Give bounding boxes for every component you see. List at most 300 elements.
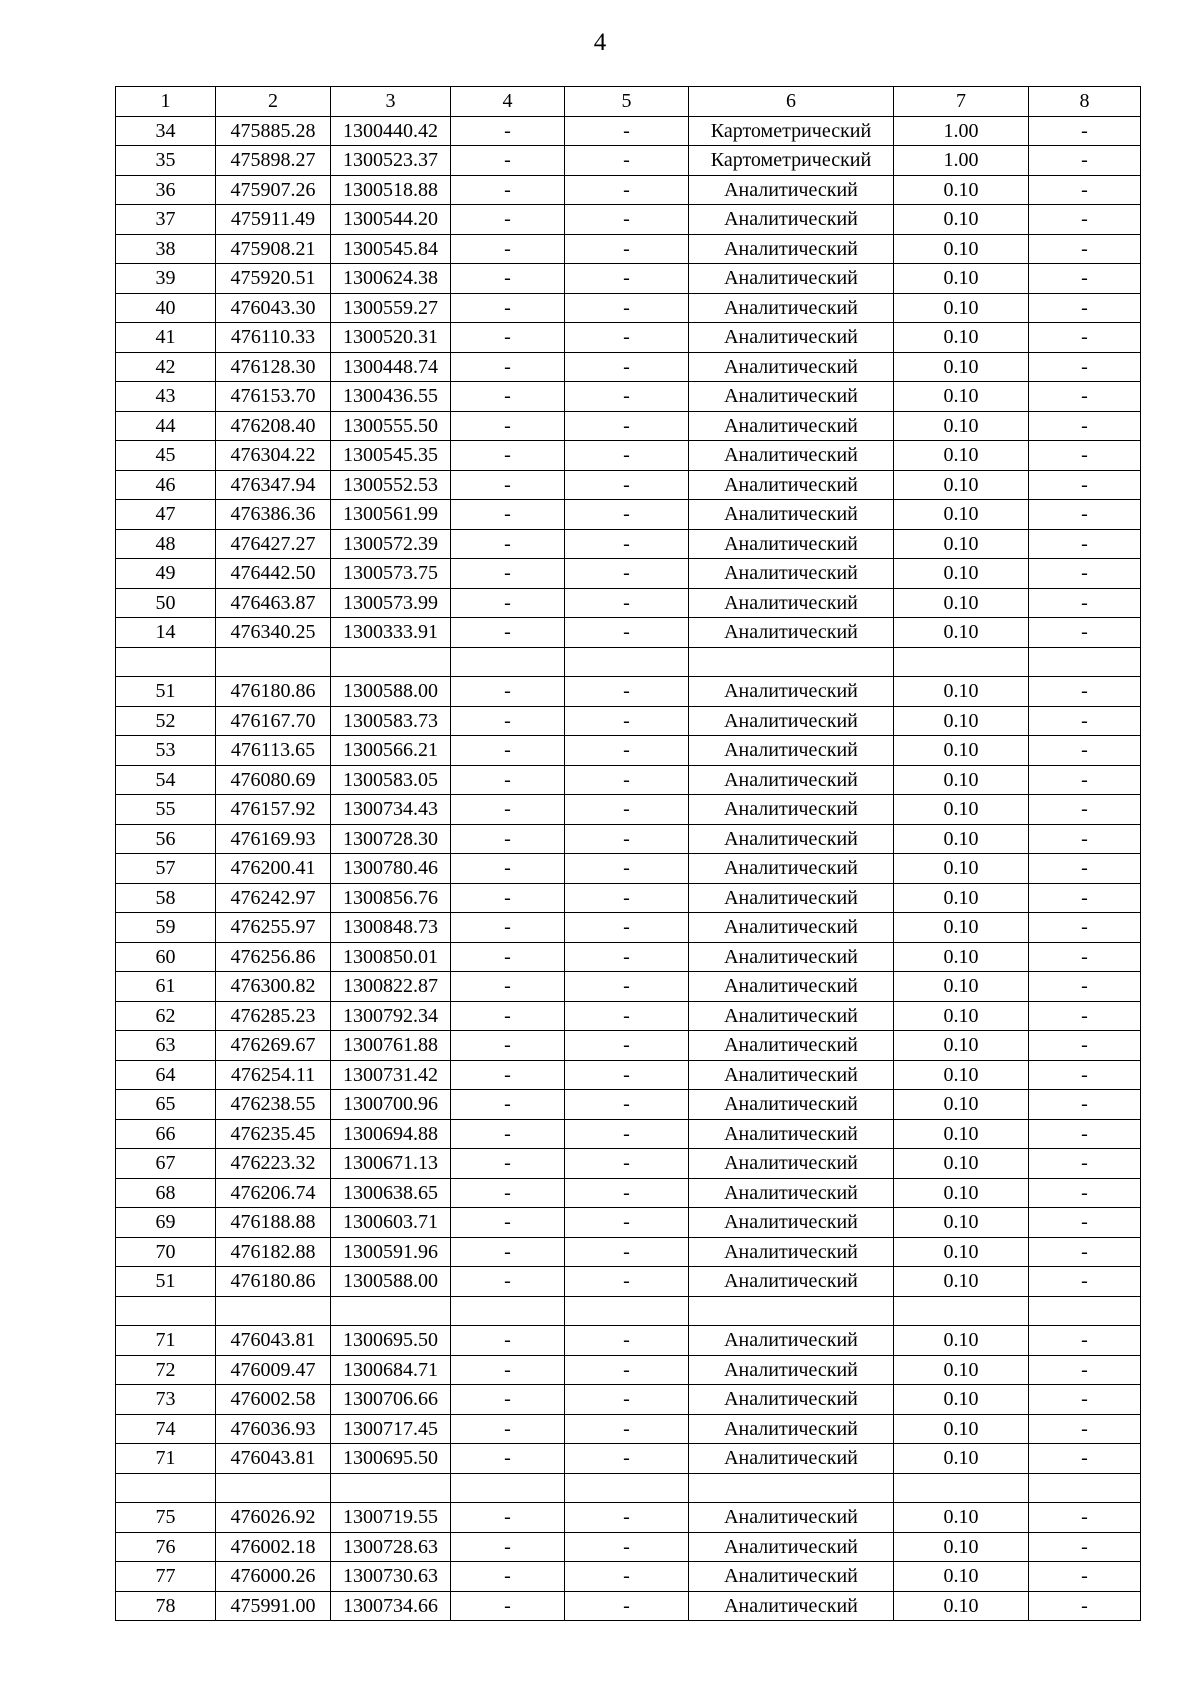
- cell-method: Аналитический: [689, 500, 894, 530]
- table-row: [116, 1031, 1141, 1061]
- table-row: [116, 175, 1141, 205]
- cell-column-5: -: [565, 1060, 689, 1090]
- cell-method: Аналитический: [689, 913, 894, 943]
- cell-coordinate-y: 1300734.43: [331, 795, 451, 825]
- cell-point-number: 58: [116, 883, 216, 913]
- column-header: 5: [565, 87, 689, 117]
- table-row: [116, 1178, 1141, 1208]
- column-header: 1: [116, 87, 216, 117]
- cell-accuracy: 0.10: [894, 1385, 1029, 1415]
- cell-column-8: -: [1029, 352, 1141, 382]
- cell-column-5: -: [565, 618, 689, 648]
- cell-column-5: -: [565, 706, 689, 736]
- cell-column-5: -: [565, 234, 689, 264]
- cell-column-8: -: [1029, 1414, 1141, 1444]
- cell-method: Аналитический: [689, 1355, 894, 1385]
- cell-point-number: 71: [116, 1444, 216, 1474]
- cell-point-number: 45: [116, 441, 216, 471]
- cell-accuracy: 0.10: [894, 677, 1029, 707]
- cell-point-number: 43: [116, 382, 216, 412]
- cell-accuracy: 0.10: [894, 1267, 1029, 1297]
- cell-column-8: -: [1029, 382, 1141, 412]
- cell-method: Аналитический: [689, 529, 894, 559]
- cell-column-4: -: [451, 1562, 565, 1592]
- cell-column-4: [451, 1473, 565, 1503]
- cell-accuracy: 0.10: [894, 765, 1029, 795]
- cell-column-5: -: [565, 1355, 689, 1385]
- cell-accuracy: 0.10: [894, 1178, 1029, 1208]
- table-row: [116, 500, 1141, 530]
- cell-column-5: -: [565, 883, 689, 913]
- cell-point-number: 57: [116, 854, 216, 884]
- cell-column-5: -: [565, 765, 689, 795]
- cell-method: Аналитический: [689, 1444, 894, 1474]
- cell-coordinate-y: 1300436.55: [331, 382, 451, 412]
- cell-column-8: -: [1029, 1532, 1141, 1562]
- cell-column-8: -: [1029, 1444, 1141, 1474]
- cell-column-4: -: [451, 618, 565, 648]
- cell-coordinate-y: 1300694.88: [331, 1119, 451, 1149]
- cell-column-8: -: [1029, 470, 1141, 500]
- cell-coordinate-y: 1300561.99: [331, 500, 451, 530]
- cell-accuracy: [894, 1473, 1029, 1503]
- cell-column-8: -: [1029, 854, 1141, 884]
- cell-method: [689, 1296, 894, 1326]
- cell-accuracy: [894, 1296, 1029, 1326]
- cell-column-5: -: [565, 293, 689, 323]
- cell-method: Аналитический: [689, 411, 894, 441]
- cell-point-number: 50: [116, 588, 216, 618]
- cell-column-8: -: [1029, 706, 1141, 736]
- cell-column-5: -: [565, 1119, 689, 1149]
- cell-accuracy: 0.10: [894, 1149, 1029, 1179]
- cell-accuracy: 0.10: [894, 1591, 1029, 1621]
- cell-column-4: -: [451, 1031, 565, 1061]
- cell-column-5: -: [565, 824, 689, 854]
- cell-column-5: -: [565, 559, 689, 589]
- cell-point-number: [116, 647, 216, 677]
- cell-coordinate-x: 476128.30: [216, 352, 331, 382]
- cell-coordinate-x: 475908.21: [216, 234, 331, 264]
- cell-method: Аналитический: [689, 1208, 894, 1238]
- cell-method: Аналитический: [689, 736, 894, 766]
- cell-column-4: -: [451, 942, 565, 972]
- cell-method: Аналитический: [689, 883, 894, 913]
- table-row: [116, 1060, 1141, 1090]
- cell-coordinate-y: 1300440.42: [331, 116, 451, 146]
- cell-point-number: 38: [116, 234, 216, 264]
- cell-column-4: -: [451, 1060, 565, 1090]
- cell-accuracy: 0.10: [894, 883, 1029, 913]
- cell-method: Аналитический: [689, 1503, 894, 1533]
- cell-coordinate-y: 1300544.20: [331, 205, 451, 235]
- cell-column-8: -: [1029, 1031, 1141, 1061]
- cell-column-8: -: [1029, 323, 1141, 353]
- cell-column-5: -: [565, 500, 689, 530]
- cell-column-8: -: [1029, 942, 1141, 972]
- cell-point-number: 40: [116, 293, 216, 323]
- cell-column-8: -: [1029, 1562, 1141, 1592]
- cell-point-number: 60: [116, 942, 216, 972]
- cell-coordinate-y: 1300523.37: [331, 146, 451, 176]
- cell-coordinate-y: 1300848.73: [331, 913, 451, 943]
- cell-accuracy: 0.10: [894, 1355, 1029, 1385]
- cell-coordinate-x: 476113.65: [216, 736, 331, 766]
- cell-column-5: [565, 647, 689, 677]
- table-row: [116, 913, 1141, 943]
- cell-coordinate-x: 476002.18: [216, 1532, 331, 1562]
- cell-accuracy: 0.10: [894, 1562, 1029, 1592]
- cell-method: Аналитический: [689, 1414, 894, 1444]
- cell-point-number: 49: [116, 559, 216, 589]
- cell-coordinate-x: 476000.26: [216, 1562, 331, 1592]
- cell-column-8: -: [1029, 1237, 1141, 1267]
- table-row: [116, 529, 1141, 559]
- cell-coordinate-y: 1300591.96: [331, 1237, 451, 1267]
- cell-column-5: -: [565, 913, 689, 943]
- cell-point-number: 39: [116, 264, 216, 294]
- page-number: 4: [593, 29, 607, 56]
- cell-point-number: 36: [116, 175, 216, 205]
- table-row: [116, 1296, 1141, 1326]
- cell-method: Аналитический: [689, 1001, 894, 1031]
- cell-column-4: -: [451, 1326, 565, 1356]
- cell-accuracy: 0.10: [894, 1503, 1029, 1533]
- table-row: [116, 706, 1141, 736]
- cell-method: Аналитический: [689, 795, 894, 825]
- cell-column-5: -: [565, 1503, 689, 1533]
- cell-point-number: 48: [116, 529, 216, 559]
- cell-accuracy: 0.10: [894, 854, 1029, 884]
- cell-point-number: 41: [116, 323, 216, 353]
- cell-point-number: 53: [116, 736, 216, 766]
- cell-method: Аналитический: [689, 1385, 894, 1415]
- table-row: [116, 293, 1141, 323]
- cell-coordinate-y: 1300850.01: [331, 942, 451, 972]
- cell-column-8: -: [1029, 1267, 1141, 1297]
- cell-coordinate-x: 476208.40: [216, 411, 331, 441]
- cell-column-4: -: [451, 883, 565, 913]
- cell-coordinate-y: 1300761.88: [331, 1031, 451, 1061]
- cell-coordinate-y: 1300624.38: [331, 264, 451, 294]
- table-row: [116, 146, 1141, 176]
- cell-accuracy: 0.10: [894, 500, 1029, 530]
- cell-column-8: -: [1029, 824, 1141, 854]
- cell-coordinate-x: 476157.92: [216, 795, 331, 825]
- cell-accuracy: 0.10: [894, 234, 1029, 264]
- cell-point-number: [116, 1296, 216, 1326]
- table-row: [116, 1149, 1141, 1179]
- cell-method: Картометрический: [689, 116, 894, 146]
- cell-point-number: 54: [116, 765, 216, 795]
- cell-column-4: -: [451, 559, 565, 589]
- cell-column-8: -: [1029, 1326, 1141, 1356]
- cell-point-number: 46: [116, 470, 216, 500]
- cell-column-4: -: [451, 1001, 565, 1031]
- cell-column-4: -: [451, 1503, 565, 1533]
- cell-point-number: 76: [116, 1532, 216, 1562]
- cell-column-8: -: [1029, 1149, 1141, 1179]
- cell-method: Аналитический: [689, 293, 894, 323]
- table-row: [116, 1001, 1141, 1031]
- table-row: [116, 1090, 1141, 1120]
- cell-column-8: -: [1029, 1178, 1141, 1208]
- cell-coordinate-y: 1300671.13: [331, 1149, 451, 1179]
- cell-column-8: -: [1029, 411, 1141, 441]
- cell-method: Аналитический: [689, 1178, 894, 1208]
- table-row: [116, 677, 1141, 707]
- cell-column-5: -: [565, 529, 689, 559]
- cell-column-8: -: [1029, 1385, 1141, 1415]
- cell-coordinate-x: 476043.81: [216, 1444, 331, 1474]
- cell-accuracy: 0.10: [894, 824, 1029, 854]
- cell-coordinate-y: 1300583.73: [331, 706, 451, 736]
- cell-column-4: -: [451, 765, 565, 795]
- cell-column-5: -: [565, 441, 689, 471]
- cell-method: Аналитический: [689, 677, 894, 707]
- table-row: [116, 883, 1141, 913]
- cell-column-8: -: [1029, 588, 1141, 618]
- table-row: [116, 1385, 1141, 1415]
- cell-column-4: -: [451, 706, 565, 736]
- table-row: [116, 1267, 1141, 1297]
- cell-coordinate-x: 476285.23: [216, 1001, 331, 1031]
- cell-point-number: 65: [116, 1090, 216, 1120]
- cell-coordinate-x: 476269.67: [216, 1031, 331, 1061]
- cell-coordinate-y: 1300566.21: [331, 736, 451, 766]
- cell-method: Аналитический: [689, 1591, 894, 1621]
- cell-method: Аналитический: [689, 175, 894, 205]
- cell-point-number: 44: [116, 411, 216, 441]
- cell-coordinate-x: 476427.27: [216, 529, 331, 559]
- cell-column-4: [451, 1296, 565, 1326]
- cell-column-5: -: [565, 1444, 689, 1474]
- cell-column-4: -: [451, 1208, 565, 1238]
- cell-point-number: 14: [116, 618, 216, 648]
- table-row: [116, 824, 1141, 854]
- table-header-row: [116, 87, 1141, 117]
- cell-coordinate-y: 1300448.74: [331, 352, 451, 382]
- cell-column-4: -: [451, 1090, 565, 1120]
- cell-coordinate-y: 1300856.76: [331, 883, 451, 913]
- cell-method: Аналитический: [689, 706, 894, 736]
- table-row: [116, 1208, 1141, 1238]
- cell-coordinate-x: 476206.74: [216, 1178, 331, 1208]
- cell-method: Картометрический: [689, 146, 894, 176]
- table-row: [116, 1473, 1141, 1503]
- cell-method: Аналитический: [689, 854, 894, 884]
- cell-column-8: -: [1029, 175, 1141, 205]
- cell-point-number: 37: [116, 205, 216, 235]
- cell-column-4: -: [451, 529, 565, 559]
- cell-column-5: -: [565, 1385, 689, 1415]
- cell-column-4: -: [451, 1119, 565, 1149]
- cell-column-8: -: [1029, 205, 1141, 235]
- cell-coordinate-y: 1300822.87: [331, 972, 451, 1002]
- cell-column-5: -: [565, 323, 689, 353]
- cell-column-4: [451, 647, 565, 677]
- cell-column-4: -: [451, 677, 565, 707]
- cell-method: Аналитический: [689, 1090, 894, 1120]
- cell-coordinate-y: 1300719.55: [331, 1503, 451, 1533]
- cell-column-8: -: [1029, 736, 1141, 766]
- cell-accuracy: 0.10: [894, 1326, 1029, 1356]
- cell-coordinate-y: 1300728.30: [331, 824, 451, 854]
- cell-column-8: -: [1029, 1355, 1141, 1385]
- cell-column-5: -: [565, 264, 689, 294]
- cell-coordinate-y: 1300520.31: [331, 323, 451, 353]
- cell-column-4: -: [451, 500, 565, 530]
- cell-coordinate-x: 475911.49: [216, 205, 331, 235]
- cell-column-4: -: [451, 1355, 565, 1385]
- cell-point-number: 77: [116, 1562, 216, 1592]
- cell-coordinate-x: 476167.70: [216, 706, 331, 736]
- cell-accuracy: 0.10: [894, 264, 1029, 294]
- cell-point-number: 75: [116, 1503, 216, 1533]
- column-header: 4: [451, 87, 565, 117]
- cell-coordinate-y: 1300603.71: [331, 1208, 451, 1238]
- cell-coordinate-y: 1300559.27: [331, 293, 451, 323]
- cell-method: Аналитический: [689, 588, 894, 618]
- cell-coordinate-y: 1300706.66: [331, 1385, 451, 1415]
- cell-coordinate-x: 476304.22: [216, 441, 331, 471]
- cell-point-number: 64: [116, 1060, 216, 1090]
- cell-method: Аналитический: [689, 264, 894, 294]
- cell-point-number: 72: [116, 1355, 216, 1385]
- cell-column-5: -: [565, 1090, 689, 1120]
- cell-accuracy: 0.10: [894, 618, 1029, 648]
- cell-accuracy: 0.10: [894, 559, 1029, 589]
- cell-column-8: -: [1029, 1060, 1141, 1090]
- cell-column-5: [565, 1296, 689, 1326]
- cell-column-4: -: [451, 175, 565, 205]
- cell-coordinate-x: 476043.30: [216, 293, 331, 323]
- cell-column-8: -: [1029, 795, 1141, 825]
- cell-column-5: -: [565, 1208, 689, 1238]
- table-body: [116, 116, 1141, 1621]
- cell-accuracy: 0.10: [894, 1031, 1029, 1061]
- column-header: 7: [894, 87, 1029, 117]
- cell-coordinate-y: 1300695.50: [331, 1326, 451, 1356]
- cell-accuracy: 0.10: [894, 441, 1029, 471]
- table-row: [116, 1562, 1141, 1592]
- cell-column-4: -: [451, 323, 565, 353]
- cell-column-5: -: [565, 1326, 689, 1356]
- cell-column-8: -: [1029, 146, 1141, 176]
- cell-coordinate-x: 476182.88: [216, 1237, 331, 1267]
- cell-point-number: 63: [116, 1031, 216, 1061]
- table-row: [116, 382, 1141, 412]
- cell-column-4: -: [451, 1149, 565, 1179]
- table-row: [116, 264, 1141, 294]
- cell-coordinate-x: 476347.94: [216, 470, 331, 500]
- cell-column-8: -: [1029, 677, 1141, 707]
- cell-accuracy: 0.10: [894, 1208, 1029, 1238]
- cell-column-4: -: [451, 1178, 565, 1208]
- cell-method: Аналитический: [689, 1532, 894, 1562]
- cell-column-4: -: [451, 205, 565, 235]
- cell-point-number: 52: [116, 706, 216, 736]
- cell-coordinate-y: 1300333.91: [331, 618, 451, 648]
- cell-coordinate-x: 476180.86: [216, 1267, 331, 1297]
- cell-coordinate-y: 1300588.00: [331, 1267, 451, 1297]
- cell-coordinate-x: 476110.33: [216, 323, 331, 353]
- table-row: [116, 1355, 1141, 1385]
- cell-coordinate-x: 476002.58: [216, 1385, 331, 1415]
- cell-coordinate-x: 476235.45: [216, 1119, 331, 1149]
- cell-coordinate-x: 476223.32: [216, 1149, 331, 1179]
- cell-point-number: 66: [116, 1119, 216, 1149]
- table-row: [116, 1591, 1141, 1621]
- table-row: [116, 470, 1141, 500]
- cell-column-5: -: [565, 942, 689, 972]
- cell-coordinate-x: 476188.88: [216, 1208, 331, 1238]
- cell-column-4: -: [451, 854, 565, 884]
- cell-coordinate-y: 1300545.35: [331, 441, 451, 471]
- table-row: [116, 1326, 1141, 1356]
- cell-column-4: -: [451, 293, 565, 323]
- cell-method: Аналитический: [689, 323, 894, 353]
- cell-coordinate-y: 1300573.75: [331, 559, 451, 589]
- cell-point-number: 74: [116, 1414, 216, 1444]
- cell-coordinate-x: 476180.86: [216, 677, 331, 707]
- cell-point-number: 69: [116, 1208, 216, 1238]
- cell-coordinate-x: 475991.00: [216, 1591, 331, 1621]
- cell-accuracy: 0.10: [894, 175, 1029, 205]
- cell-accuracy: 0.10: [894, 205, 1029, 235]
- cell-coordinate-y: 1300684.71: [331, 1355, 451, 1385]
- cell-column-8: [1029, 647, 1141, 677]
- cell-column-5: -: [565, 972, 689, 1002]
- cell-column-4: -: [451, 588, 565, 618]
- table-row: [116, 942, 1141, 972]
- cell-column-4: -: [451, 1444, 565, 1474]
- cell-column-4: -: [451, 1385, 565, 1415]
- cell-accuracy: 0.10: [894, 1060, 1029, 1090]
- cell-column-5: -: [565, 382, 689, 412]
- cell-column-5: -: [565, 795, 689, 825]
- cell-coordinate-x: 475898.27: [216, 146, 331, 176]
- cell-column-5: [565, 1473, 689, 1503]
- cell-coordinate-x: 476242.97: [216, 883, 331, 913]
- cell-column-5: -: [565, 677, 689, 707]
- cell-coordinate-x: 476026.92: [216, 1503, 331, 1533]
- cell-column-8: -: [1029, 765, 1141, 795]
- cell-accuracy: 0.10: [894, 1532, 1029, 1562]
- table-row: [116, 1237, 1141, 1267]
- cell-column-8: -: [1029, 441, 1141, 471]
- cell-method: [689, 647, 894, 677]
- cell-method: Аналитический: [689, 470, 894, 500]
- cell-column-4: -: [451, 146, 565, 176]
- column-header: 3: [331, 87, 451, 117]
- cell-method: Аналитический: [689, 205, 894, 235]
- cell-column-4: -: [451, 1532, 565, 1562]
- cell-column-5: -: [565, 1149, 689, 1179]
- cell-coordinate-x: 476300.82: [216, 972, 331, 1002]
- cell-accuracy: 0.10: [894, 529, 1029, 559]
- cell-point-number: 47: [116, 500, 216, 530]
- cell-column-8: -: [1029, 559, 1141, 589]
- table-row: [116, 618, 1141, 648]
- cell-coordinate-x: 476255.97: [216, 913, 331, 943]
- cell-column-5: -: [565, 1532, 689, 1562]
- cell-coordinate-x: 476009.47: [216, 1355, 331, 1385]
- table-row: [116, 1414, 1141, 1444]
- cell-coordinate-x: 476238.55: [216, 1090, 331, 1120]
- cell-column-4: -: [451, 234, 565, 264]
- cell-coordinate-y: 1300730.63: [331, 1562, 451, 1592]
